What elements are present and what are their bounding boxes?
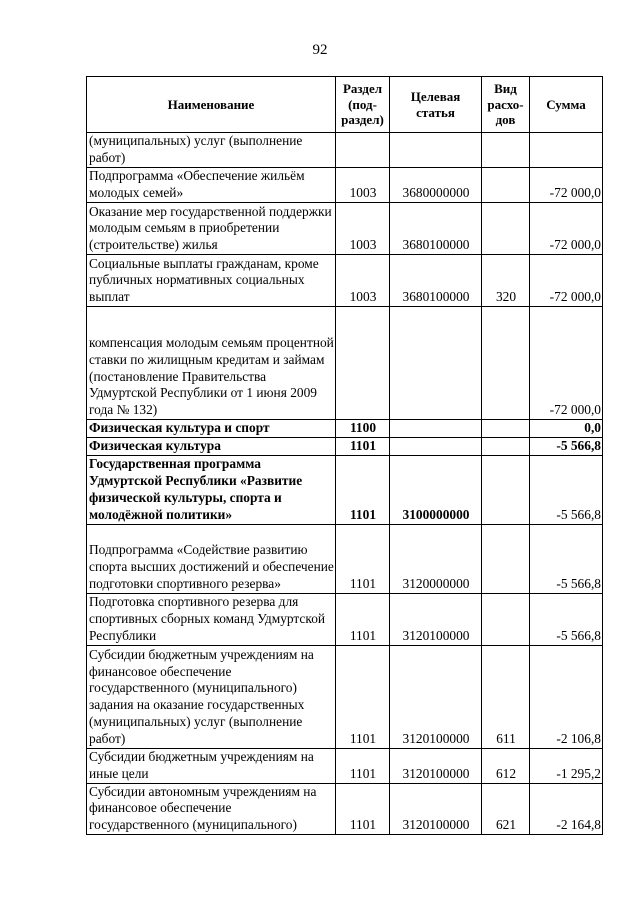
row-section-cell: 1101 [336,455,390,524]
row-name-cell: Государственная программа Удмуртской Республики «Развитие физической культуры, спорта и молодёжной политики» [87,455,336,524]
row-type-cell [482,437,530,455]
row-type-cell [482,307,530,420]
row-sum-cell [530,133,603,168]
row-article-cell: 3680100000 [390,255,482,307]
row-section-cell: 1101 [336,524,390,593]
row-article-cell: 3680000000 [390,168,482,203]
row-name-cell: Подготовка спортивного резерва для спортивных сборных команд Удмуртской Республики [87,593,336,645]
row-name-cell: Подпрограмма «Обеспечение жильём молодых семей» [87,168,336,203]
table-row [87,593,603,645]
row-type-cell [482,593,530,645]
row-section-cell: 1101 [336,645,390,748]
row-article-cell: 3120100000 [390,748,482,783]
row-name-cell: Подпрограмма «Содействие развитию спорта высших достижений и обеспечение подготовки спортивного резерва» [87,524,336,593]
row-section-cell: 1003 [336,168,390,203]
table-row [87,645,603,748]
table-row [87,748,603,783]
row-section-cell: 1101 [336,437,390,455]
row-section-cell [336,307,390,420]
row-section-cell: 1100 [336,420,390,438]
row-section-cell: 1101 [336,593,390,645]
row-article-cell [390,307,482,420]
row-article-cell: 3680100000 [390,203,482,255]
row-sum-cell: -5 566,8 [530,524,603,593]
row-sum-cell: -72 000,0 [530,203,603,255]
row-sum-cell: -72 000,0 [530,255,603,307]
row-sum-cell: -5 566,8 [530,437,603,455]
row-name-cell: Оказание мер государственной поддержки молодым семьям в приобретении (строительстве) жилья [87,203,336,255]
header-type: Вид расхо-дов [482,77,530,133]
row-name-cell: Субсидии бюджетным учреждениям на иные цели [87,748,336,783]
budget-table [86,76,603,835]
row-type-cell: 320 [482,255,530,307]
table-row [87,783,603,834]
table-row [87,203,603,255]
row-name-cell: Физическая культура и спорт [87,420,336,438]
row-type-cell [482,524,530,593]
table-body [87,133,603,835]
table-row [87,255,603,307]
row-section-cell [336,133,390,168]
row-section-cell: 1003 [336,203,390,255]
row-section-cell: 1101 [336,748,390,783]
header-section: Раздел (под-раздел) [336,77,390,133]
table-row [87,133,603,168]
row-sum-cell: -72 000,0 [530,307,603,420]
header-name: Наименование [87,77,336,133]
row-sum-cell: -5 566,8 [530,455,603,524]
row-type-cell [482,168,530,203]
header-sum: Сумма [530,77,603,133]
row-sum-cell: -5 566,8 [530,593,603,645]
row-article-cell: 3100000000 [390,455,482,524]
row-sum-cell: 0,0 [530,420,603,438]
row-article-cell: 3120100000 [390,645,482,748]
table-header-row [87,77,603,133]
row-sum-cell: -1 295,2 [530,748,603,783]
row-name-cell: Субсидии автономным учреждениям на финансовое обеспечение государственного (муниципального) [87,783,336,834]
table-row [87,437,603,455]
row-article-cell: 3120000000 [390,524,482,593]
row-type-cell [482,133,530,168]
row-sum-cell: -72 000,0 [530,168,603,203]
row-section-cell: 1101 [336,783,390,834]
row-article-cell [390,420,482,438]
row-type-cell [482,455,530,524]
header-article: Целевая статья [390,77,482,133]
row-name-cell: Социальные выплаты гражданам, кроме публичных нормативных социальных выплат [87,255,336,307]
page-number: 92 [312,42,328,58]
row-sum-cell: -2 164,8 [530,783,603,834]
row-article-cell: 3120100000 [390,783,482,834]
row-name-cell: Физическая культура [87,437,336,455]
row-name-cell: (муниципальных) услуг (выполнение работ) [87,133,336,168]
row-type-cell [482,203,530,255]
table-row [87,524,603,593]
table-row [87,455,603,524]
row-article-cell [390,133,482,168]
row-type-cell [482,420,530,438]
table-row [87,168,603,203]
row-article-cell [390,437,482,455]
row-type-cell: 621 [482,783,530,834]
table-row [87,307,603,420]
row-sum-cell: -2 106,8 [530,645,603,748]
table-row [87,420,603,438]
row-section-cell: 1003 [336,255,390,307]
row-name-cell: Субсидии бюджетным учреждениям на финансовое обеспечение государственного (муниципального) задания на оказание государственных (муниципальных) услуг (выполнение работ) [87,645,336,748]
row-type-cell: 611 [482,645,530,748]
row-article-cell: 3120100000 [390,593,482,645]
row-name-cell: компенсация молодым семьям процентной ставки по жилищным кредитам и займам (постановление Правительства Удмуртской Республики от 1 июня 2009 года № 132) [87,307,336,420]
row-type-cell: 612 [482,748,530,783]
